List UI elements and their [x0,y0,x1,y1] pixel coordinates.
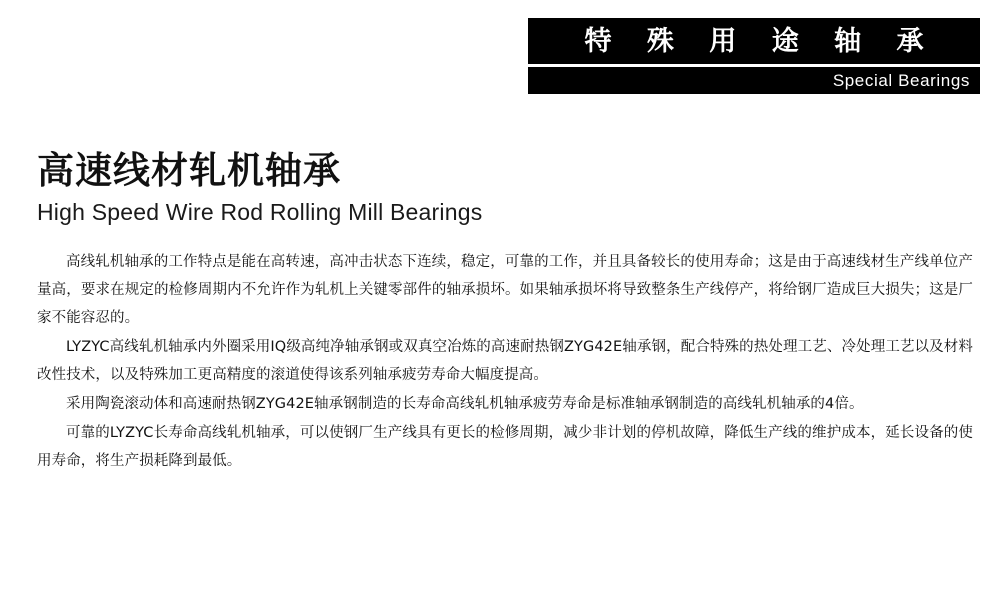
main-content [37,150,973,476]
page-title-chinese: 高速线材轧机轴承 [37,149,341,192]
paragraph: 采用陶瓷滚动体和高速耐热钢ZYG42E轴承钢制造的长寿命高线轧机轴承疲劳寿命是标准轴承钢制造的高线轧机轴承的4倍。 [66,395,864,412]
body-text [37,248,973,475]
paragraph: 可靠的LYZYC长寿命高线轧机轴承，可以使钢厂生产线具有更长的检修周期，减少非计划的停机故障，降低生产线的维护成本，延长设备的使用寿命，将生产损耗降到最低。 [37,424,973,469]
page-title-english: High Speed Wire Rod Rolling Mill Bearings [37,198,483,225]
section-header-banner [528,18,980,94]
paragraph: LYZYC高线轧机轴承内外圈采用IQ级高纯净轴承钢或双真空冶炼的高速耐热钢ZYG42E轴承钢，配合特殊的热处理工艺、冷处理工艺以及材料改性技术，以及特殊加工更高精度的滚道使得该系列轴承疲劳寿命大幅度提高。 [37,338,973,383]
banner-english-title: Special Bearings [832,71,970,90]
banner-chinese-title-bar [528,18,980,64]
banner-english-title-bar [528,67,980,94]
banner-chinese-title: 特 殊 用 途 轴 承 [584,25,937,57]
paragraph: 高线轧机轴承的工作特点是能在高转速，高冲击状态下连续，稳定，可靠的工作，并且具备较长的使用寿命；这是由于高速线材生产线单位产量高，要求在规定的检修周期内不允许作为轧机上关键零部件的轴承损坏。如果轴承损坏将导致整条生产线停产，将给钢厂造成巨大损失；这是厂家不能容忍的。 [37,253,973,326]
